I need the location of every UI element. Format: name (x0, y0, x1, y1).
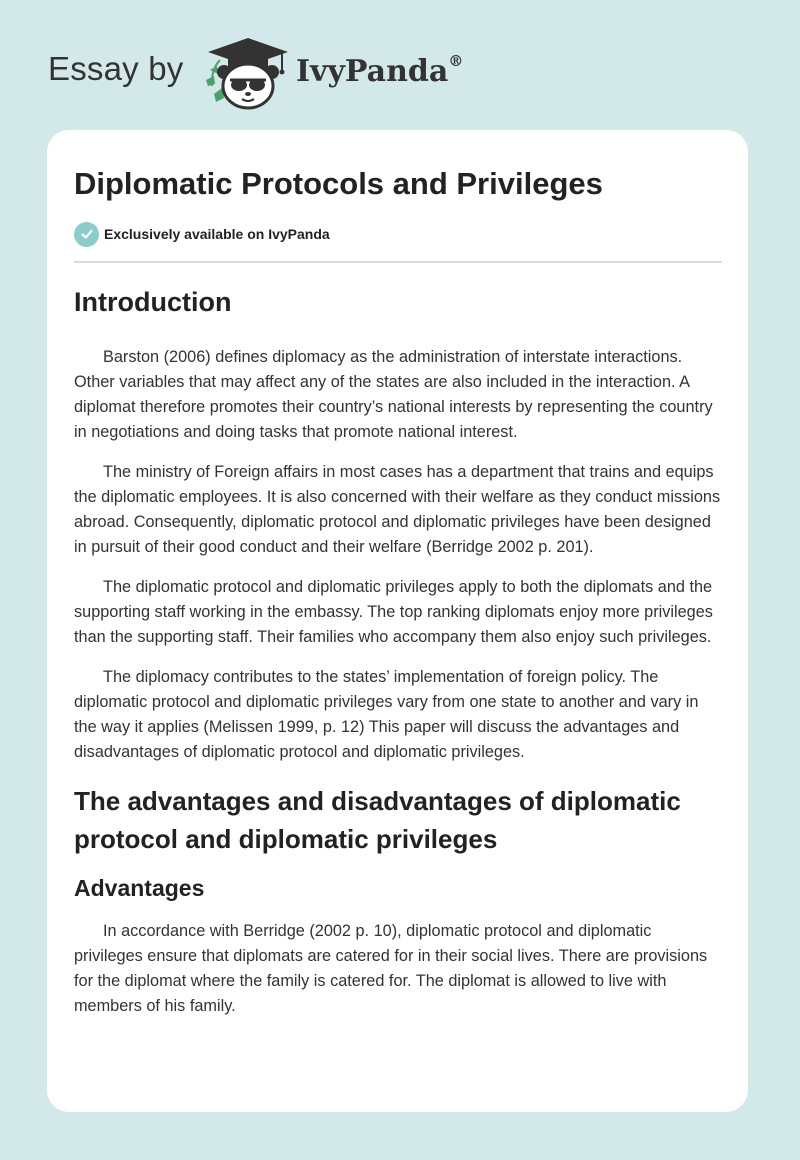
paragraph: In accordance with Berridge (2002 p. 10), diplomatic protocol and diplomatic privileges ensure that diplomats are catered for in their social lives. There are provisions for the diplomat where the family is catered for. The diplomat is allowed to live with members of his family. (74, 922, 708, 1015)
paragraph: The ministry of Foreign affairs in most cases has a department that trains and equips the diplomatic employees. It is also concerned with their welfare as they conduct missions abroad. Consequently, diplomatic protocol and diplomatic privileges have been designed in pursuit of their good conduct and their welfare (Berridge 2002 p. 201). (74, 463, 721, 556)
paragraph: The diplomacy contributes to the states’ implementation of foreign policy. The diplomatic protocol and diplomatic privileges vary from one state to another and vary in the way it applies (Melissen 1999, p. 12) This paper will discuss the advantages and disadvantages of diplomatic protocol and diplomatic privileges. (74, 668, 699, 761)
brand-name[interactable] (296, 54, 463, 89)
paragraph: Barston (2006) defines diplomacy as the administration of interstate interactions. Other variables that may affect any of the states are also included in the interaction. A diplomat therefore promotes their country’s national interests by representing the country in negotiations and doing tasks that promote national interest. (74, 348, 713, 441)
exclusive-badge (74, 221, 722, 247)
section-advantages-disadvantages (74, 782, 722, 1019)
section-introduction (74, 286, 722, 765)
check-icon (74, 222, 99, 247)
brand-name-text: IvyPanda (296, 54, 449, 89)
brand-header (48, 30, 508, 110)
section-heading-advantages-disadvantages: The advantages and disadvantages of diplomatic protocol and diplomatic privileges (74, 786, 681, 854)
subsection-heading-advantages: Advantages (74, 875, 205, 901)
paragraph: The diplomatic protocol and diplomatic privileges apply to both the diplomats and the supporting staff working in the embassy. The top ranking diplomats enjoy more privileges than the supporting staff. Their families who accompany them also enjoy such privileges. (74, 578, 713, 646)
title-divider (74, 261, 722, 263)
exclusive-badge-text: Exclusively available on IvyPanda (104, 226, 330, 242)
section-heading-introduction: Introduction (74, 287, 232, 317)
essay-card (47, 130, 748, 1112)
brand-prefix: Essay by (48, 50, 184, 87)
panda-logo-icon[interactable] (202, 36, 294, 110)
registered-mark: ® (448, 52, 464, 70)
page-title: Diplomatic Protocols and Privileges (74, 166, 603, 201)
